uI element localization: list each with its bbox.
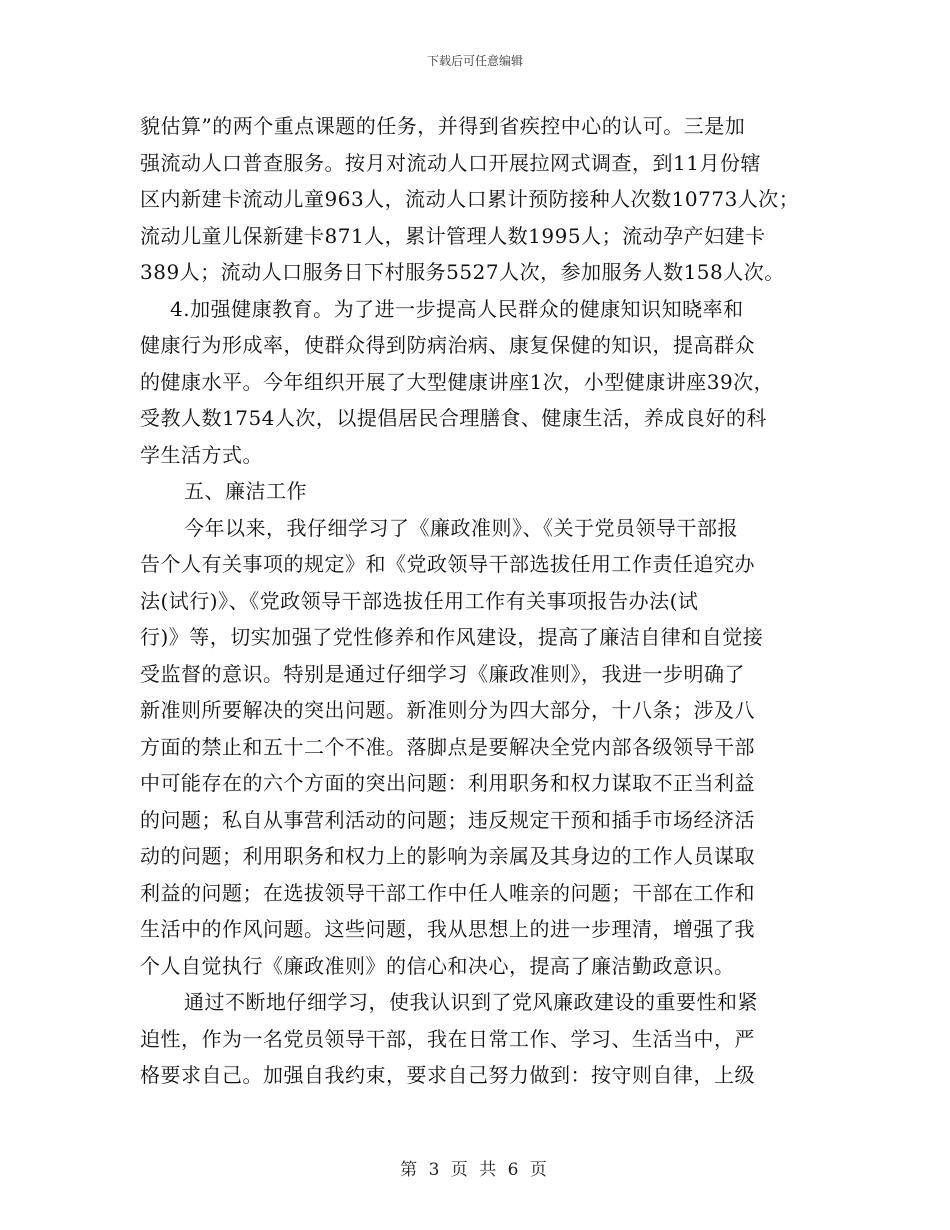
body-line: 今年以来，我仔细学习了《廉政准则》、《关于党员领导干部报 — [184, 515, 738, 540]
body-line: 动的问题；利用职务和权力上的影响为亲属及其身边的工作人员谋取 — [140, 844, 755, 868]
body-line: 学生活方式。 — [140, 442, 263, 467]
body-line: 健康行为形成率，使群众得到防病治病、康复保健的知识，提高群众 — [140, 333, 755, 357]
body-line: 389人；流动人口服务日下村服务5527人次，参加服务人数158人次。 — [140, 260, 785, 284]
body-line: 利益的问题；在选拔领导干部工作中任人唯亲的问题；干部在工作和 — [140, 880, 755, 905]
body-line: 的健康水平。今年组织开展了大型健康讲座1次，小型健康讲座39次， — [140, 369, 775, 394]
body-line: 行)》等，切实加强了党性修养和作风建设，提高了廉洁自律和自觉接 — [140, 625, 764, 649]
body-line: 流动儿童儿保新建卡871人，累计管理人数1995人；流动孕产妇建卡 — [140, 223, 766, 248]
body-line: 的问题；私自从事营利活动的问题；违反规定干预和插手市场经济活 — [140, 807, 755, 832]
body-line: 4.加强健康教育。为了进一步提高人民群众的健康知识知晓率和 — [170, 296, 744, 321]
body-line: 受监督的意识。特别是通过仔细学习《廉政准则》，我进一步明确了 — [140, 661, 745, 686]
body-line: 通过不断地仔细学习，使我认识到了党风廉政建设的重要性和紧 — [184, 990, 758, 1014]
page-number-footer: 第 3 页 共 6 页 — [400, 1160, 550, 1180]
body-line: 貌估算”的两个重点课题的任务，并得到省疾控中心的认可。三是加 — [140, 114, 746, 138]
body-line: 区内新建卡流动儿童963人，流动人口累计预防接种人次数10773人次； — [140, 187, 800, 211]
body-line: 迫性，作为一名党员领导干部，我在日常工作、学习、生活当中，严 — [140, 1026, 755, 1051]
body-line: 生活中的作风问题。这些问题，我从思想上的进一步理清，增强了我 — [140, 917, 755, 941]
body-line: 个人自觉执行《廉政准则》的信心和决心，提高了廉洁勤政意识。 — [140, 953, 735, 978]
page-header-note: 下载后可任意编辑 — [426, 54, 523, 68]
body-line: 强流动人口普查服务。按月对流动人口开展拉网式调查，到11月份辖 — [140, 150, 761, 175]
section-heading: 五、廉洁工作 — [184, 479, 307, 503]
body-line: 法(试行)》、《党政领导干部选拔任用工作有关事项报告办法(试 — [140, 588, 699, 613]
body-line: 告个人有关事项的规定》和《党政领导干部选拔任用工作责任追究办 — [140, 552, 755, 576]
body-line: 新准则所要解决的突出问题。新准则分为四大部分，十八条；涉及八 — [140, 698, 755, 722]
body-line: 格要求自己。加强自我约束，要求自己努力做到：按守则自律，上级 — [140, 1063, 755, 1087]
body-line: 中可能存在的六个方面的突出问题：利用职务和权力谋取不正当利益 — [140, 771, 755, 795]
body-line: 受教人数1754人次，以提倡居民合理膳食、健康生活，养成良好的科 — [140, 406, 767, 430]
document-body — [140, 108, 815, 1094]
body-line: 方面的禁止和五十二个不准。落脚点是要解决全党内部各级领导干部 — [140, 734, 755, 759]
